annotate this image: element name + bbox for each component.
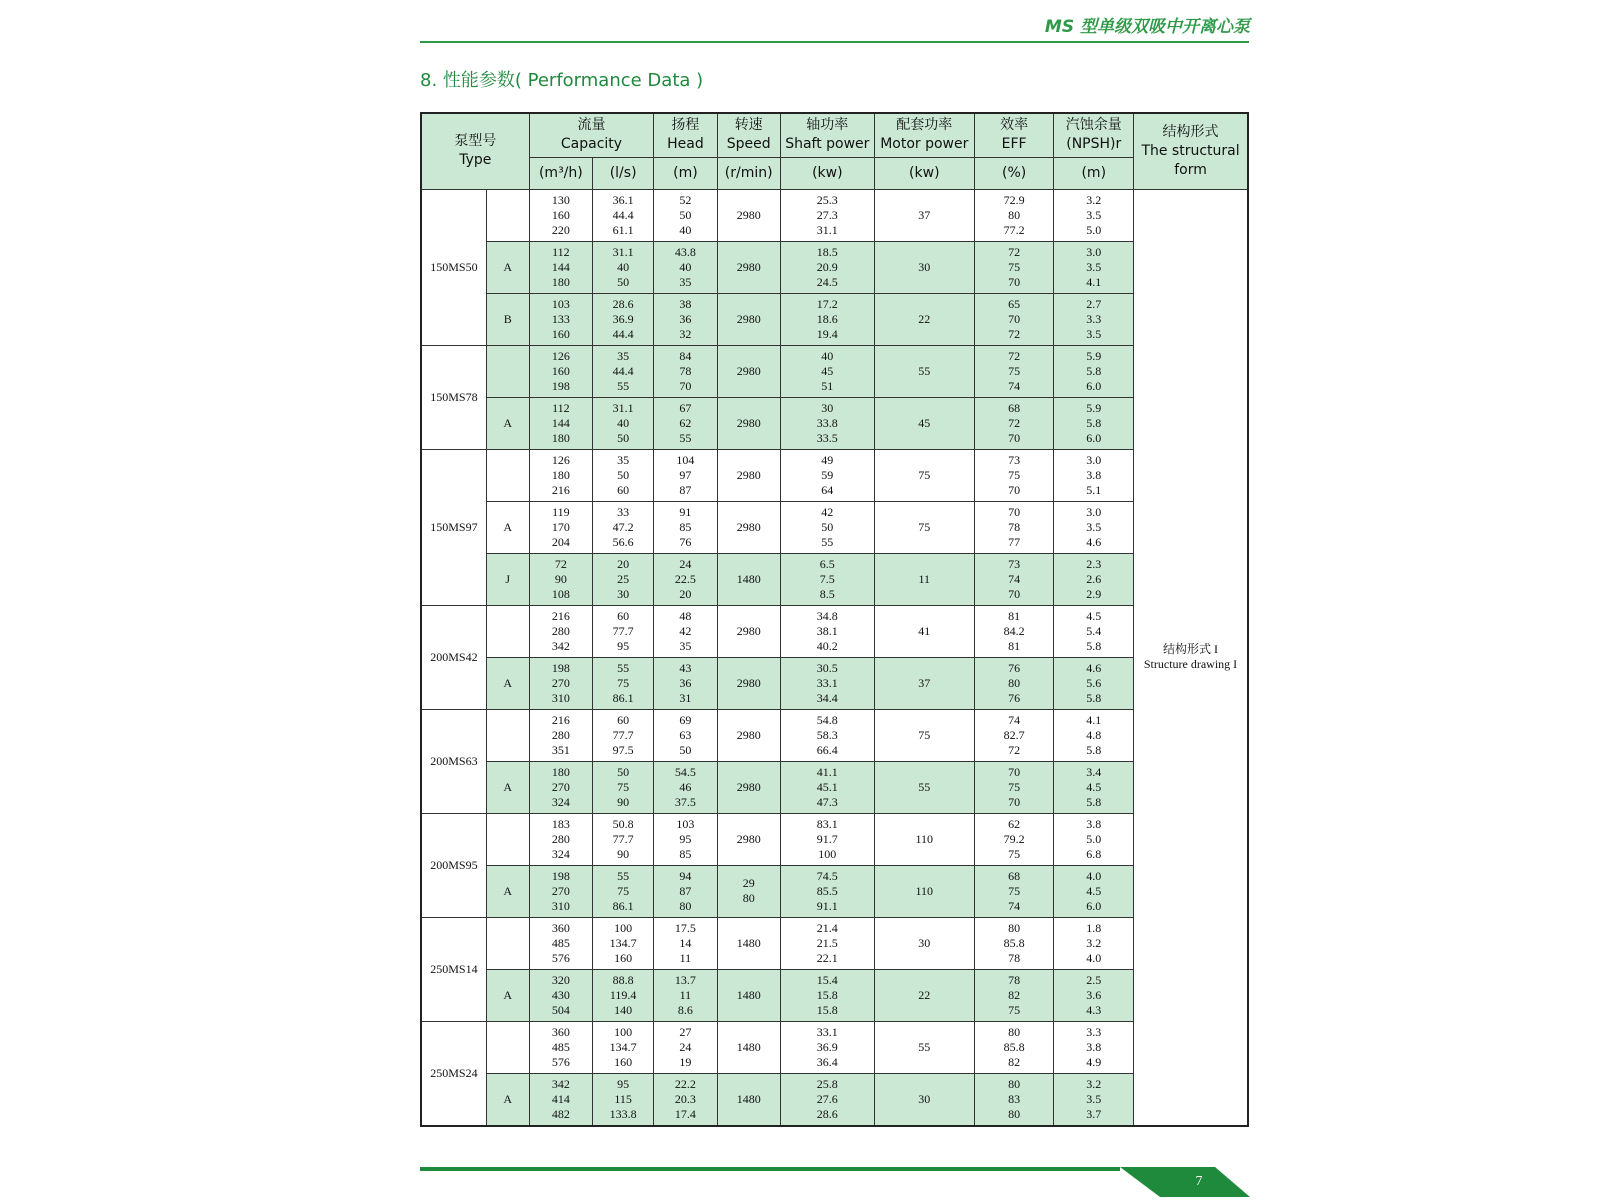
speed-cell: 1480 xyxy=(717,969,780,1021)
q-m3h-cell: 119 170 204 xyxy=(529,501,592,553)
npsh-cell: 1.8 3.2 4.0 xyxy=(1054,917,1134,969)
npsh-cell: 3.0 3.5 4.6 xyxy=(1054,501,1134,553)
model-cell: 150MS78 xyxy=(421,345,486,449)
variant-cell xyxy=(486,605,529,657)
header-shaft-power: 轴功率 Shaft power xyxy=(780,113,874,157)
head-cell: 43 36 31 xyxy=(654,657,717,709)
speed-cell: 2980 xyxy=(717,345,780,397)
variant-cell xyxy=(486,449,529,501)
shaft-cell: 40 45 51 xyxy=(780,345,874,397)
speed-cell: 29 80 xyxy=(717,865,780,917)
header-structure: 结构形式 The structural form xyxy=(1134,113,1248,189)
variant-cell: A xyxy=(486,241,529,293)
speed-cell: 2980 xyxy=(717,189,780,241)
eff-cell: 80 83 80 xyxy=(974,1073,1054,1126)
motor-cell: 75 xyxy=(874,501,974,553)
q-ls-cell: 20 25 30 xyxy=(593,553,654,605)
q-ls-cell: 55 75 86.1 xyxy=(593,657,654,709)
npsh-cell: 2.7 3.3 3.5 xyxy=(1054,293,1134,345)
q-ls-cell: 100 134.7 160 xyxy=(593,1021,654,1073)
shaft-cell: 30.5 33.1 34.4 xyxy=(780,657,874,709)
speed-cell: 1480 xyxy=(717,1021,780,1073)
head-cell: 13.7 11 8.6 xyxy=(654,969,717,1021)
variant-cell: A xyxy=(486,865,529,917)
speed-cell: 2980 xyxy=(717,501,780,553)
shaft-cell: 41.1 45.1 47.3 xyxy=(780,761,874,813)
shaft-cell: 74.5 85.5 91.1 xyxy=(780,865,874,917)
motor-cell: 22 xyxy=(874,293,974,345)
header-motor-power: 配套功率 Motor power xyxy=(874,113,974,157)
head-cell: 27 24 19 xyxy=(654,1021,717,1073)
eff-cell: 81 84.2 81 xyxy=(974,605,1054,657)
variant-cell: A xyxy=(486,969,529,1021)
q-ls-cell: 100 134.7 160 xyxy=(593,917,654,969)
table-row xyxy=(421,449,1248,501)
motor-cell: 37 xyxy=(874,189,974,241)
speed-cell: 1480 xyxy=(717,553,780,605)
header-capacity: 流量 Capacity xyxy=(529,113,654,157)
motor-cell: 110 xyxy=(874,865,974,917)
table-row xyxy=(421,917,1248,969)
table-row xyxy=(421,1021,1248,1073)
variant-cell: A xyxy=(486,1073,529,1126)
shaft-cell: 6.5 7.5 8.5 xyxy=(780,553,874,605)
q-ls-cell: 50.8 77.7 90 xyxy=(593,813,654,865)
variant-cell: J xyxy=(486,553,529,605)
eff-cell: 73 74 70 xyxy=(974,553,1054,605)
q-m3h-cell: 112 144 180 xyxy=(529,397,592,449)
header-speed: 转速 Speed xyxy=(717,113,780,157)
shaft-cell: 33.1 36.9 36.4 xyxy=(780,1021,874,1073)
table-row xyxy=(421,293,1248,345)
eff-cell: 72 75 70 xyxy=(974,241,1054,293)
eff-cell: 80 85.8 82 xyxy=(974,1021,1054,1073)
header-eff: 效率 EFF xyxy=(974,113,1054,157)
shaft-cell: 30 33.8 33.5 xyxy=(780,397,874,449)
q-m3h-cell: 216 280 351 xyxy=(529,709,592,761)
q-m3h-cell: 103 133 160 xyxy=(529,293,592,345)
speed-cell: 1480 xyxy=(717,917,780,969)
head-cell: 84 78 70 xyxy=(654,345,717,397)
q-ls-cell: 88.8 119.4 140 xyxy=(593,969,654,1021)
model-cell: 200MS63 xyxy=(421,709,486,813)
model-cell: 200MS95 xyxy=(421,813,486,917)
speed-cell: 2980 xyxy=(717,449,780,501)
npsh-cell: 5.9 5.8 6.0 xyxy=(1054,397,1134,449)
q-m3h-cell: 342 414 482 xyxy=(529,1073,592,1126)
shaft-cell: 83.1 91.7 100 xyxy=(780,813,874,865)
motor-cell: 75 xyxy=(874,709,974,761)
shaft-cell: 21.4 21.5 22.1 xyxy=(780,917,874,969)
table-row xyxy=(421,605,1248,657)
npsh-cell: 3.4 4.5 5.8 xyxy=(1054,761,1134,813)
variant-cell: A xyxy=(486,657,529,709)
head-cell: 69 63 50 xyxy=(654,709,717,761)
model-cell: 250MS14 xyxy=(421,917,486,1021)
model-cell: 250MS24 xyxy=(421,1021,486,1126)
q-m3h-cell: 198 270 310 xyxy=(529,657,592,709)
npsh-cell: 5.9 5.8 6.0 xyxy=(1054,345,1134,397)
npsh-cell: 3.2 3.5 5.0 xyxy=(1054,189,1134,241)
eff-cell: 74 82.7 72 xyxy=(974,709,1054,761)
q-m3h-cell: 198 270 310 xyxy=(529,865,592,917)
npsh-cell: 4.5 5.4 5.8 xyxy=(1054,605,1134,657)
motor-cell: 110 xyxy=(874,813,974,865)
q-ls-cell: 35 50 60 xyxy=(593,449,654,501)
head-cell: 104 97 87 xyxy=(654,449,717,501)
motor-cell: 55 xyxy=(874,1021,974,1073)
npsh-cell: 3.8 5.0 6.8 xyxy=(1054,813,1134,865)
eff-cell: 70 75 70 xyxy=(974,761,1054,813)
head-cell: 48 42 35 xyxy=(654,605,717,657)
unit-kw-motor: (kw) xyxy=(874,157,974,189)
motor-cell: 75 xyxy=(874,449,974,501)
footer-bar xyxy=(420,1167,1120,1171)
npsh-cell: 2.5 3.6 4.3 xyxy=(1054,969,1134,1021)
variant-cell: A xyxy=(486,397,529,449)
header-npsh: 汽蚀余量 (NPSH)r xyxy=(1054,113,1134,157)
variant-cell xyxy=(486,813,529,865)
npsh-cell: 4.1 4.8 5.8 xyxy=(1054,709,1134,761)
q-ls-cell: 60 77.7 95 xyxy=(593,605,654,657)
q-ls-cell: 60 77.7 97.5 xyxy=(593,709,654,761)
unit-m-npsh: (m) xyxy=(1054,157,1134,189)
shaft-cell: 18.5 20.9 24.5 xyxy=(780,241,874,293)
variant-cell: A xyxy=(486,761,529,813)
shaft-cell: 25.3 27.3 31.1 xyxy=(780,189,874,241)
npsh-cell: 3.3 3.8 4.9 xyxy=(1054,1021,1134,1073)
q-ls-cell: 28.6 36.9 44.4 xyxy=(593,293,654,345)
q-m3h-cell: 360 485 576 xyxy=(529,1021,592,1073)
shaft-cell: 54.8 58.3 66.4 xyxy=(780,709,874,761)
table-row xyxy=(421,657,1248,709)
eff-cell: 78 82 75 xyxy=(974,969,1054,1021)
speed-cell: 2980 xyxy=(717,293,780,345)
table-row xyxy=(421,189,1248,241)
header-divider xyxy=(420,41,1249,43)
npsh-cell: 3.0 3.8 5.1 xyxy=(1054,449,1134,501)
speed-cell: 2980 xyxy=(717,709,780,761)
npsh-cell: 4.0 4.5 6.0 xyxy=(1054,865,1134,917)
head-cell: 52 50 40 xyxy=(654,189,717,241)
model-cell: 200MS42 xyxy=(421,605,486,709)
q-ls-cell: 35 44.4 55 xyxy=(593,345,654,397)
variant-cell xyxy=(486,709,529,761)
speed-cell: 2980 xyxy=(717,657,780,709)
table-row xyxy=(421,501,1248,553)
q-ls-cell: 55 75 86.1 xyxy=(593,865,654,917)
shaft-cell: 42 50 55 xyxy=(780,501,874,553)
motor-cell: 55 xyxy=(874,761,974,813)
q-m3h-cell: 320 430 504 xyxy=(529,969,592,1021)
q-m3h-cell: 180 270 324 xyxy=(529,761,592,813)
speed-cell: 2980 xyxy=(717,241,780,293)
motor-cell: 30 xyxy=(874,917,974,969)
eff-cell: 65 70 72 xyxy=(974,293,1054,345)
table-row xyxy=(421,553,1248,605)
eff-cell: 72 75 74 xyxy=(974,345,1054,397)
table-row xyxy=(421,709,1248,761)
head-cell: 22.2 20.3 17.4 xyxy=(654,1073,717,1126)
document-header-title: MS 型单级双吸中开离心泵 xyxy=(1044,17,1250,37)
motor-cell: 55 xyxy=(874,345,974,397)
model-cell: 150MS50 xyxy=(421,189,486,345)
speed-cell: 2980 xyxy=(717,813,780,865)
head-cell: 54.5 46 37.5 xyxy=(654,761,717,813)
q-ls-cell: 33 47.2 56.6 xyxy=(593,501,654,553)
npsh-cell: 4.6 5.6 5.8 xyxy=(1054,657,1134,709)
motor-cell: 45 xyxy=(874,397,974,449)
q-m3h-cell: 360 485 576 xyxy=(529,917,592,969)
shaft-cell: 17.2 18.6 19.4 xyxy=(780,293,874,345)
npsh-cell: 3.2 3.5 3.7 xyxy=(1054,1073,1134,1126)
speed-cell: 2980 xyxy=(717,397,780,449)
variant-cell xyxy=(486,345,529,397)
section-title: 8. 性能参数( Performance Data ) xyxy=(420,70,704,91)
variant-cell xyxy=(486,1021,529,1073)
head-cell: 67 62 55 xyxy=(654,397,717,449)
q-ls-cell: 36.1 44.4 61.1 xyxy=(593,189,654,241)
table-row xyxy=(421,813,1248,865)
header-type: 泵型号 Type xyxy=(421,113,529,189)
q-m3h-cell: 112 144 180 xyxy=(529,241,592,293)
head-cell: 38 36 32 xyxy=(654,293,717,345)
eff-cell: 72.9 80 77.2 xyxy=(974,189,1054,241)
shaft-cell: 34.8 38.1 40.2 xyxy=(780,605,874,657)
eff-cell: 68 72 70 xyxy=(974,397,1054,449)
eff-cell: 73 75 70 xyxy=(974,449,1054,501)
page-number: 7 xyxy=(1195,1174,1203,1189)
motor-cell: 41 xyxy=(874,605,974,657)
q-m3h-cell: 72 90 108 xyxy=(529,553,592,605)
table-row xyxy=(421,969,1248,1021)
motor-cell: 30 xyxy=(874,241,974,293)
eff-cell: 70 78 77 xyxy=(974,501,1054,553)
motor-cell: 22 xyxy=(874,969,974,1021)
unit-percent: (%) xyxy=(974,157,1054,189)
q-ls-cell: 31.1 40 50 xyxy=(593,397,654,449)
shaft-cell: 49 59 64 xyxy=(780,449,874,501)
table-row xyxy=(421,865,1248,917)
table-row xyxy=(421,241,1248,293)
speed-cell: 2980 xyxy=(717,761,780,813)
eff-cell: 80 85.8 78 xyxy=(974,917,1054,969)
shaft-cell: 15.4 15.8 15.8 xyxy=(780,969,874,1021)
head-cell: 43.8 40 35 xyxy=(654,241,717,293)
table-row xyxy=(421,1073,1248,1126)
header-head: 扬程 Head xyxy=(654,113,717,157)
table-row xyxy=(421,397,1248,449)
variant-cell: B xyxy=(486,293,529,345)
motor-cell: 11 xyxy=(874,553,974,605)
eff-cell: 62 79.2 75 xyxy=(974,813,1054,865)
q-m3h-cell: 126 160 198 xyxy=(529,345,592,397)
shaft-cell: 25.8 27.6 28.6 xyxy=(780,1073,874,1126)
q-ls-cell: 50 75 90 xyxy=(593,761,654,813)
speed-cell: 1480 xyxy=(717,1073,780,1126)
eff-cell: 68 75 74 xyxy=(974,865,1054,917)
unit-ls: (l/s) xyxy=(593,157,654,189)
npsh-cell: 3.0 3.5 4.1 xyxy=(1054,241,1134,293)
head-cell: 94 87 80 xyxy=(654,865,717,917)
speed-cell: 2980 xyxy=(717,605,780,657)
structure-cell: 结构形式 I Structure drawing I xyxy=(1134,189,1248,1126)
unit-kw-shaft: (kw) xyxy=(780,157,874,189)
npsh-cell: 2.3 2.6 2.9 xyxy=(1054,553,1134,605)
table-row xyxy=(421,761,1248,813)
unit-m: (m) xyxy=(654,157,717,189)
unit-rmin: (r/min) xyxy=(717,157,780,189)
eff-cell: 76 80 76 xyxy=(974,657,1054,709)
motor-cell: 30 xyxy=(874,1073,974,1126)
head-cell: 91 85 76 xyxy=(654,501,717,553)
q-m3h-cell: 216 280 342 xyxy=(529,605,592,657)
model-cell: 150MS97 xyxy=(421,449,486,605)
head-cell: 103 95 85 xyxy=(654,813,717,865)
table-row xyxy=(421,345,1248,397)
motor-cell: 37 xyxy=(874,657,974,709)
q-m3h-cell: 183 280 324 xyxy=(529,813,592,865)
performance-table xyxy=(420,112,1249,1127)
q-ls-cell: 31.1 40 50 xyxy=(593,241,654,293)
variant-cell xyxy=(486,917,529,969)
unit-m3h: (m³/h) xyxy=(529,157,592,189)
head-cell: 24 22.5 20 xyxy=(654,553,717,605)
variant-cell xyxy=(486,189,529,241)
q-m3h-cell: 126 180 216 xyxy=(529,449,592,501)
head-cell: 17.5 14 11 xyxy=(654,917,717,969)
q-m3h-cell: 130 160 220 xyxy=(529,189,592,241)
q-ls-cell: 95 115 133.8 xyxy=(593,1073,654,1126)
variant-cell: A xyxy=(486,501,529,553)
